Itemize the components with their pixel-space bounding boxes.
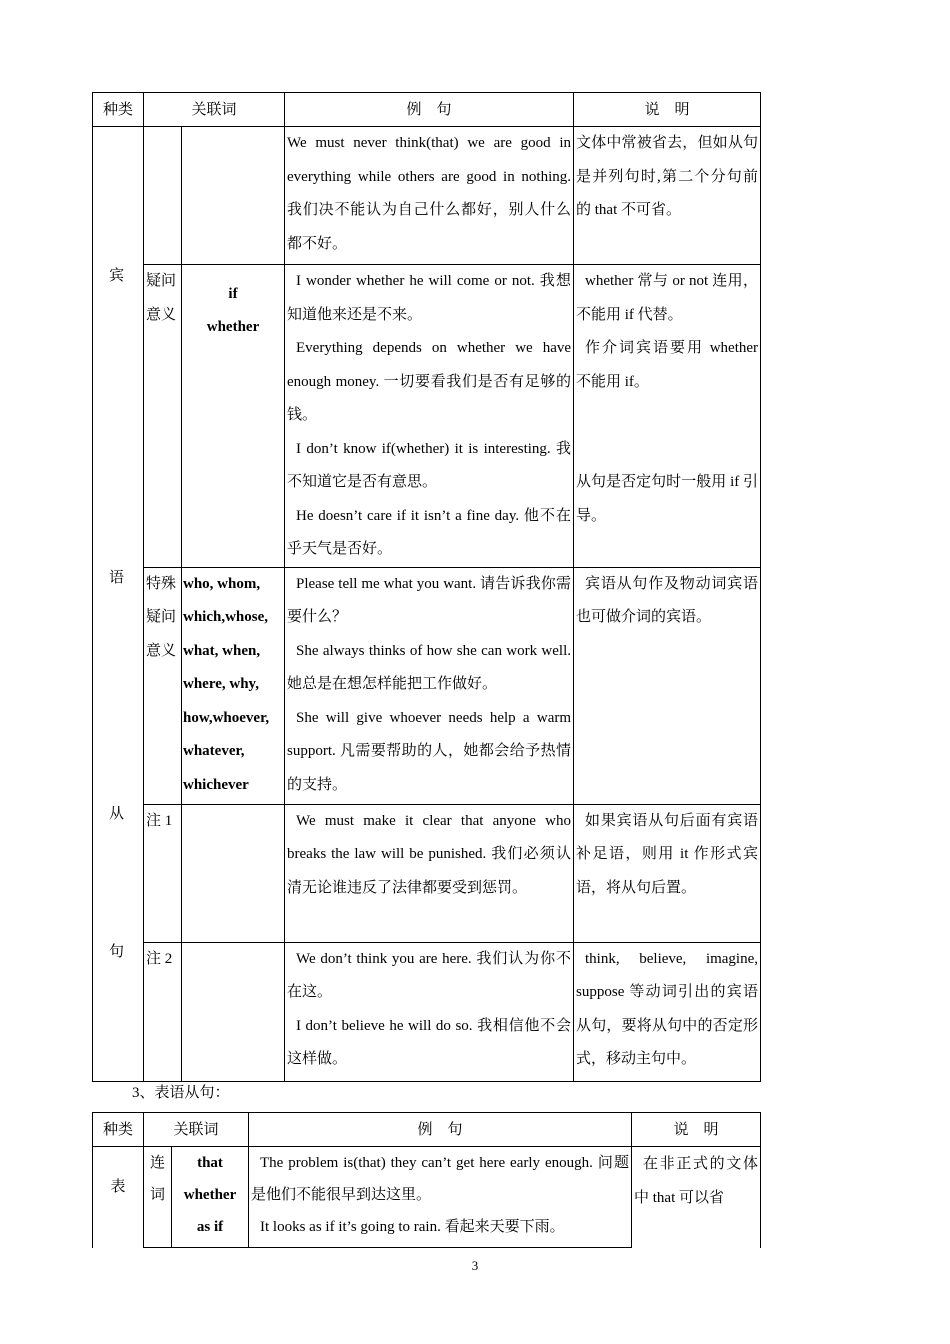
kind-char: 语 [109, 570, 125, 586]
header-kind: 种类 [93, 1113, 144, 1147]
note-cell [574, 942, 761, 1081]
connective-word: what, when, [183, 642, 261, 659]
type-cell: 注 2 [144, 942, 182, 1081]
type-cell [144, 1147, 172, 1248]
connective-word: whichever [183, 776, 249, 793]
example-sentence: I don’t believe he will do so. 我相信他不会这样做。 [287, 1017, 572, 1067]
object-clause-table [92, 92, 761, 1082]
header-connectives: 关联词 [144, 93, 285, 127]
example-cell [249, 1147, 632, 1248]
note-text: 文体中常被省去，但如从句是并列句时,第二个分句前的 that 不可省。 [576, 135, 759, 218]
connective-word: whether [183, 1187, 237, 1203]
note-text: 在非正式的文体中 that 可以省 [634, 1156, 759, 1206]
example-sentence: Everything depends on whether we have enough money. 一切要看我们是否有足够的钱。 [287, 340, 572, 423]
connective-word: whatever, [183, 743, 245, 759]
kind-char: 宾 [109, 268, 125, 284]
words-cell-empty [182, 942, 285, 1081]
example-sentence: Please tell me what you want. 请告诉我你需要什么？ [287, 575, 572, 625]
type-cell: 注 1 [144, 804, 182, 942]
note-cell [574, 804, 761, 942]
note-text: 宾语从句作及物动词宾语也可做介词的宾语。 [576, 575, 759, 625]
header-examples: 例 句 [285, 93, 574, 127]
connective-word: where, why, [183, 676, 259, 692]
type-cell: 疑问意义 [144, 265, 182, 568]
note-text: whether 常与 or not 连用，不能用 if 代替。 [576, 273, 759, 323]
example-cell [285, 567, 574, 804]
type-cell-empty [144, 127, 182, 265]
header-notes: 说 明 [632, 1113, 761, 1147]
connective-word: which,whose, [183, 609, 269, 625]
page-number: 3 [471, 1258, 479, 1273]
kind-cell [93, 1147, 144, 1248]
connective-word: who, whom, [183, 575, 261, 592]
note-cell [574, 265, 761, 568]
example-sentence: She always thinks of how she can work well. 她总是在想怎样能把工作做好。 [287, 642, 572, 692]
connective-word: if [228, 286, 238, 302]
connective-word: that [197, 1155, 223, 1171]
example-sentence: We must never think(that) we are good in everything while others are good in nothing. 我们决不能认为自己什么都好，别人什么都不好。 [287, 135, 572, 252]
kind-cell [93, 127, 144, 1082]
words-cell-empty [182, 804, 285, 942]
connective-word: how,whoever, [183, 709, 270, 726]
example-cell [285, 127, 574, 265]
predicative-clause-table [92, 1112, 761, 1248]
type-cell: 特殊疑问意义 [144, 567, 182, 804]
note-cell [574, 567, 761, 804]
note-text: 如果宾语从句后面有宾语补足语，则用 it 作形式宾语，将从句后置。 [576, 812, 759, 896]
header-examples: 例 句 [249, 1113, 632, 1147]
note-text: 作介词宾语要用 whether 不能用 if。 [576, 340, 759, 390]
example-sentence: The problem is(that) they can’t get here early enough. 问题是他们不能很早到达这里。 [251, 1155, 630, 1203]
note-text: 从句是否定句时一般用 if 引导。 [576, 474, 759, 524]
note-text: think, believe, imagine, suppose 等动词引出的宾语从句，要将从句中的否定形式，移动主句中。 [576, 950, 759, 1067]
note-cell [632, 1147, 761, 1248]
connective-word: as if [196, 1219, 224, 1235]
example-cell [285, 942, 574, 1081]
header-kind: 种类 [93, 93, 144, 127]
kind-char: 句 [109, 944, 125, 960]
example-sentence: He doesn’t care if it isn’t a fine day. 他不在乎天气是否好。 [287, 507, 572, 557]
connective-word: whether [206, 319, 260, 335]
section-title: 3、表语从句： [132, 1085, 230, 1101]
note-cell [574, 127, 761, 265]
example-sentence: I wonder whether he will come or not. 我想知道他来还是不来。 [287, 273, 572, 323]
words-cell [172, 1147, 249, 1248]
example-sentence: I don’t know if(whether) it is interesting. 我不知道它是否有意思。 [287, 440, 572, 490]
words-cell-empty [182, 127, 285, 265]
example-cell [285, 804, 574, 942]
kind-char: 表 [110, 1179, 126, 1195]
header-connectives: 关联词 [144, 1113, 249, 1147]
kind-char: 从 [109, 806, 125, 822]
note-spacer [576, 399, 758, 433]
words-cell [182, 567, 285, 804]
header-notes: 说 明 [574, 93, 761, 127]
example-sentence: We don’t think you are here. 我们认为你不在这。 [287, 950, 572, 1000]
note-spacer [576, 433, 758, 467]
example-sentence: We must make it clear that anyone who breaks the law will be punished. 我们必须认清无论谁违反了法律都要受到惩罚。 [287, 812, 572, 896]
words-cell [182, 265, 285, 568]
example-sentence: It looks as if it’s going to rain. 看起来天要下雨。 [260, 1219, 565, 1235]
type-text: 连词 [149, 1155, 165, 1203]
example-cell [285, 265, 574, 568]
example-sentence: She will give whoever needs help a warm support. 凡需要帮助的人，她都会给予热情的支持。 [287, 709, 572, 793]
